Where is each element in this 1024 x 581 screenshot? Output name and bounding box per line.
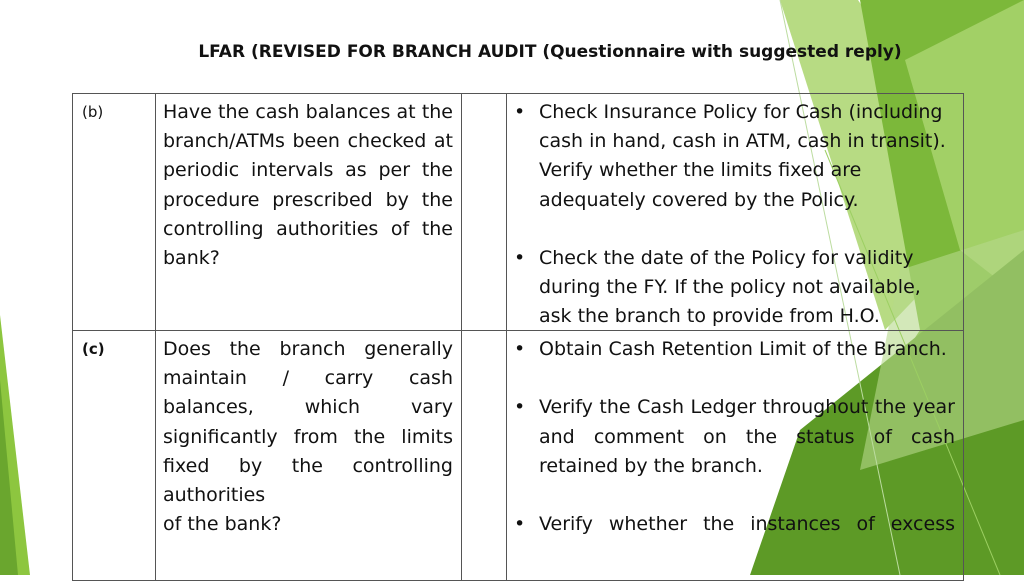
bullet: • (514, 513, 526, 536)
reply-cell (507, 94, 964, 331)
reply-text: Check the date of the Policy for validity during the FY. If the policy not available, ask the branch to provide from H.O. (539, 247, 921, 328)
list-item (514, 335, 955, 364)
blank-cell (462, 331, 507, 581)
page-title: LFAR (REVISED FOR BRANCH AUDIT (Questionnaire with suggested reply) (198, 42, 902, 62)
bullet: • (514, 101, 526, 123)
questionnaire-table (72, 93, 964, 581)
list-item (514, 393, 955, 481)
reply-list (507, 94, 963, 332)
question-cell (156, 331, 462, 581)
reply-text: Obtain Cash Retention Limit of the Branch. (539, 338, 947, 360)
reply-text: Check Insurance Policy for Cash (including cash in hand, cash in ATM, cash in transit). Verify whether the limits fixed are adequately covered by the Policy. (539, 101, 946, 211)
reply-text: Verify the Cash Ledger throughout the year and comment on the status of cash retained by the branch. (539, 396, 955, 477)
row-id-cell (73, 94, 156, 331)
reply-text: Verify whether the instances of excess (539, 513, 955, 536)
row-id: (b) (82, 103, 104, 121)
reply-cell (507, 331, 964, 581)
question-cell (156, 94, 462, 331)
reply-list (507, 331, 963, 539)
list-item (514, 510, 955, 539)
table-row (73, 331, 964, 581)
question-text (156, 94, 461, 273)
bullet: • (514, 396, 526, 419)
list-item (514, 98, 955, 215)
question-line: of the bank? (163, 513, 282, 536)
table-row (73, 94, 964, 331)
blank-cell (462, 94, 507, 331)
question-line: Does the branch generally maintain / carry cash balances, which vary significantly from the limits fixed by the controlling authorities (163, 338, 453, 507)
bullet: • (514, 247, 526, 269)
row-id-cell (73, 331, 156, 581)
bullet: • (514, 338, 526, 360)
list-item (514, 244, 955, 332)
question-text (156, 331, 461, 539)
question-line: Have the cash balances at the branch/ATMs been checked at periodic intervals as per the procedure prescribed by the controlling authorities of the bank? (163, 101, 453, 270)
row-id: (c) (82, 340, 105, 358)
